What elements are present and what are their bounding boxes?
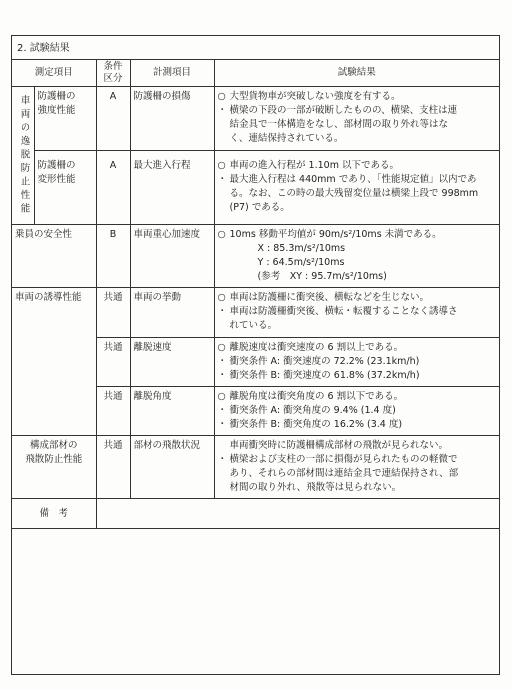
circle-mark-icon: ○ (217, 342, 226, 353)
measure-cell: 部材の飛散状況 (130, 436, 214, 499)
bullet-icon: ・ (217, 370, 228, 381)
bullet-icon: ・ (217, 419, 228, 430)
result-text: 横梁および支柱の一部に損傷が見られたものの軽微で (229, 454, 458, 465)
result-line (218, 201, 496, 215)
result-cell (214, 436, 499, 499)
result-line (218, 118, 496, 132)
result-line (218, 159, 496, 173)
results-table (12, 60, 499, 529)
result-line (218, 291, 496, 305)
bullet-icon: ・ (217, 105, 228, 116)
result-cell (214, 87, 499, 151)
result-line (218, 173, 496, 187)
result-text: れている。 (229, 320, 278, 331)
header-item: 測定項目 (12, 60, 96, 87)
result-line (218, 270, 496, 284)
result-text: 車両は防護柵に衝突後、横転などを生じない。 (229, 292, 430, 303)
result-text: 材間の取り外れ、飛散等は見られない。 (229, 482, 402, 493)
result-text: Y : 64.5m/s²/10ms (257, 257, 345, 268)
bullet-icon: ・ (217, 174, 228, 185)
result-line (218, 132, 496, 146)
item-cell: 構成部材の 飛散防止性能 (12, 436, 96, 499)
result-text: 最大進入行程は 440mm であり、「性能規定値」以内であ (229, 174, 477, 185)
result-text: (P7) である。 (229, 202, 290, 213)
result-text: 車両衝突時に防護柵構成部材の飛散が見られない。 (229, 440, 449, 451)
header-measure: 計測項目 (130, 60, 214, 87)
result-cell (214, 338, 499, 387)
result-text: (参考 XY : 95.7m/s²/10ms) (257, 271, 387, 282)
header-row (12, 60, 499, 87)
result-text: 衝突条件 B: 衝突速度の 61.8% (37.2km/h) (229, 370, 420, 381)
circle-mark-icon: ○ (217, 160, 226, 171)
bullet-icon: ・ (217, 405, 228, 416)
category-cell: 共通 (96, 436, 130, 499)
result-text: 衝突条件 B: 衝突角度の 16.2% (3.4 度) (229, 419, 403, 430)
sub-item: 防護柵の 変形性能 (34, 151, 96, 225)
result-cell (214, 387, 499, 436)
circle-mark-icon: ○ (217, 229, 226, 240)
result-line (218, 390, 496, 404)
result-cell (214, 225, 499, 288)
result-text: 横梁の下段の一部が破断したものの、横梁、支柱は連 (229, 105, 458, 116)
result-text: 結金具で一体構造をなし、部材間の取り外れ等はな (229, 119, 449, 130)
result-text: 大型貨物車が突破しない強度を有する。 (229, 91, 401, 102)
vehicle-group-label: 車両の逸脱防止性能 (12, 87, 34, 225)
result-line (218, 404, 496, 418)
category-cell: 共通 (96, 288, 130, 338)
item-cell: 車両の誘導性能 (12, 288, 96, 436)
result-line (218, 369, 496, 383)
result-line (218, 439, 496, 453)
result-text: 10ms 移動平均値が 90m/s²/10ms 未満である。 (229, 229, 442, 240)
header-category: 条件 区分 (96, 60, 130, 87)
result-line (218, 453, 496, 467)
category-cell: A (96, 151, 130, 225)
result-line (218, 228, 496, 242)
result-text: 車両は防護柵衝突後、横転・転覆することなく誘導さ (229, 306, 458, 317)
result-text: る。なお、この時の最大残留変位量は横梁上段で 998mm (229, 188, 479, 199)
measure-cell: 車両の挙動 (130, 288, 214, 338)
result-line (218, 355, 496, 369)
result-text: く、連結保持されている。 (229, 133, 344, 144)
sub-item: 防護柵の 強度性能 (34, 87, 96, 151)
measure-cell: 離脱速度 (130, 338, 214, 387)
table-row (12, 436, 499, 499)
result-line (218, 256, 496, 270)
circle-mark-icon: ○ (217, 292, 226, 303)
result-text: 衝突条件 A: 衝突角度の 9.4% (1.4 度) (229, 405, 396, 416)
category-cell: A (96, 87, 130, 151)
result-text: 車両の進入行程が 1.10m 以下である。 (229, 160, 399, 171)
bullet-icon: ・ (217, 356, 228, 367)
header-result: 試験結果 (214, 60, 499, 87)
table-row (12, 87, 499, 151)
result-text: 離脱角度は衝突角度の 6 割以下である。 (229, 391, 404, 402)
category-cell: 共通 (96, 387, 130, 436)
result-text: X : 85.3m/s²/10ms (257, 243, 346, 254)
result-line (218, 481, 496, 495)
circle-mark-icon: ○ (217, 91, 226, 102)
bullet-icon: ・ (217, 306, 228, 317)
result-line (218, 467, 496, 481)
remarks-row (12, 499, 499, 529)
result-line (218, 90, 496, 104)
section-title: 2. 試験結果 (12, 36, 499, 60)
result-line (218, 341, 496, 355)
result-cell (214, 288, 499, 338)
result-line (218, 187, 496, 201)
result-line (218, 104, 496, 118)
result-line (218, 242, 496, 256)
result-line (218, 319, 496, 333)
bullet-icon: ・ (217, 454, 228, 465)
result-cell (214, 151, 499, 225)
category-cell: B (96, 225, 130, 288)
measure-cell: 車両重心加速度 (130, 225, 214, 288)
category-cell: 共通 (96, 338, 130, 387)
result-text: 離脱速度は衝突速度の 6 割以上である。 (229, 342, 404, 353)
result-text: あり、それらの部材間は連結金具で連結保持され、部 (229, 468, 459, 479)
table-row (12, 151, 499, 225)
measure-cell: 離脱角度 (130, 387, 214, 436)
item-cell: 乗員の安全性 (12, 225, 96, 288)
results-sheet (11, 35, 500, 675)
result-line (218, 305, 496, 319)
circle-mark-icon: ○ (217, 391, 226, 402)
result-text: 衝突条件 A: 衝突速度の 72.2% (23.1km/h) (229, 356, 420, 367)
remarks-cell (96, 499, 499, 529)
remarks-label: 備 考 (12, 499, 96, 529)
table-row (12, 225, 499, 288)
measure-cell: 防護柵の損傷 (130, 87, 214, 151)
measure-cell: 最大進入行程 (130, 151, 214, 225)
result-line (218, 418, 496, 432)
table-row (12, 288, 499, 338)
